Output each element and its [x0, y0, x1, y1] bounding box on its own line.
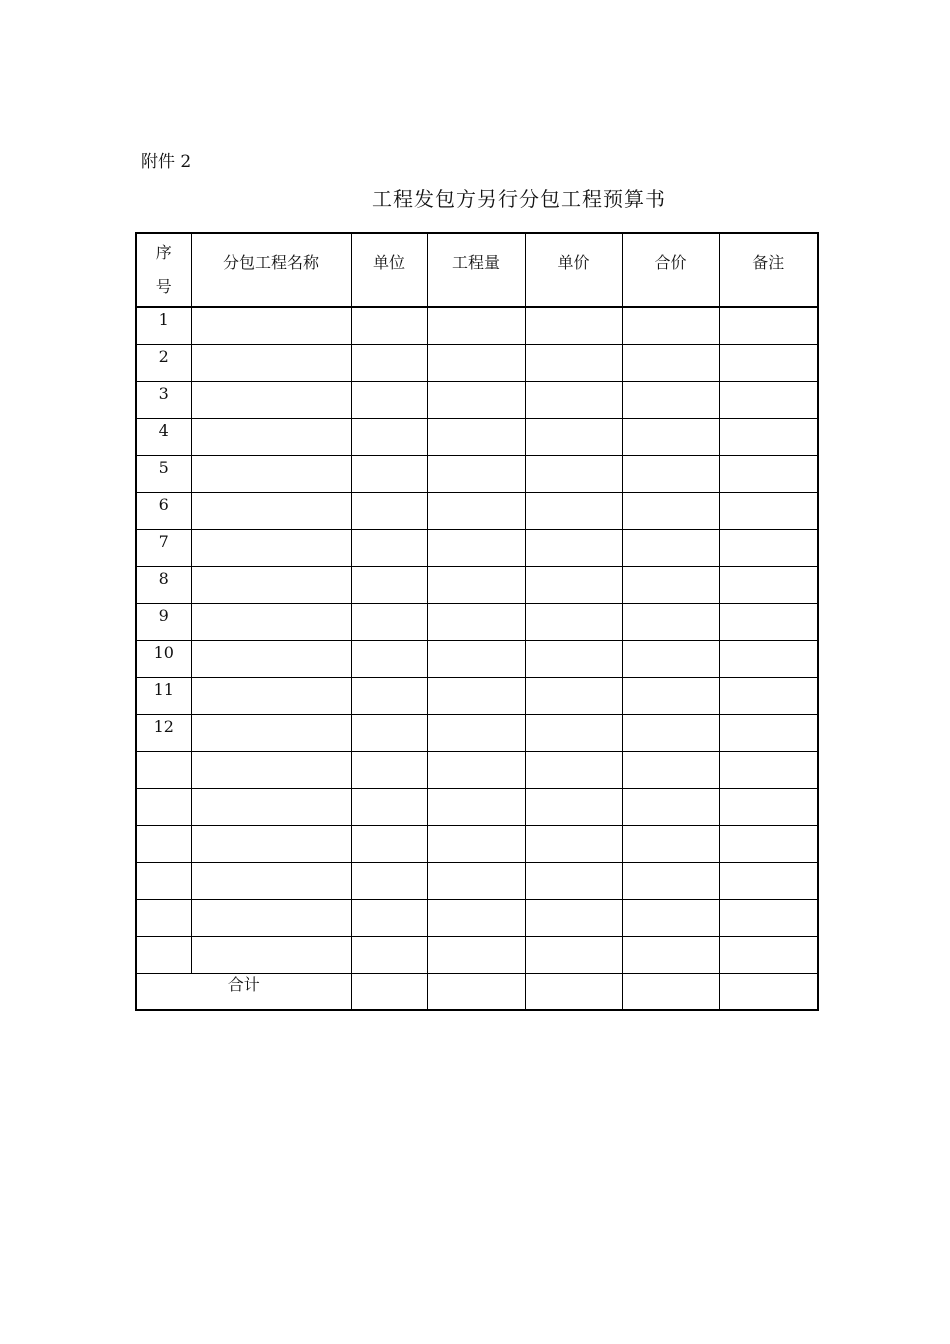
remarks-cell[interactable] — [719, 751, 818, 788]
unit-price-cell[interactable] — [525, 862, 622, 899]
table-row — [136, 936, 818, 973]
quantity-cell[interactable] — [427, 455, 525, 492]
total-price-cell[interactable] — [622, 566, 719, 603]
table-row — [136, 862, 818, 899]
row-seq-cell: 10 — [136, 640, 191, 677]
name-cell[interactable] — [191, 640, 351, 677]
quantity-cell[interactable] — [427, 677, 525, 714]
total-price-cell[interactable] — [622, 381, 719, 418]
budget-table — [135, 232, 819, 1011]
unit-price-cell[interactable] — [525, 936, 622, 973]
unit-price-cell[interactable] — [525, 825, 622, 862]
total-price-cell[interactable] — [622, 825, 719, 862]
unit-price-cell[interactable] — [525, 899, 622, 936]
unit-cell[interactable] — [351, 603, 427, 640]
name-cell[interactable] — [191, 936, 351, 973]
remarks-cell[interactable] — [719, 418, 818, 455]
remarks-cell[interactable] — [719, 899, 818, 936]
total-remarks-cell[interactable] — [719, 973, 818, 1010]
unit-cell[interactable] — [351, 936, 427, 973]
row-seq-cell — [136, 788, 191, 825]
remarks-cell[interactable] — [719, 640, 818, 677]
row-seq-cell: 9 — [136, 603, 191, 640]
quantity-cell[interactable] — [427, 344, 525, 381]
name-cell[interactable] — [191, 677, 351, 714]
name-cell[interactable] — [191, 455, 351, 492]
table-row — [136, 529, 818, 566]
unit-price-cell[interactable] — [525, 603, 622, 640]
total-row — [136, 973, 818, 1010]
unit-price-cell[interactable] — [525, 381, 622, 418]
row-seq-cell — [136, 825, 191, 862]
unit-price-cell[interactable] — [525, 344, 622, 381]
unit-price-cell[interactable] — [525, 455, 622, 492]
total-price-cell[interactable] — [622, 788, 719, 825]
remarks-cell[interactable] — [719, 344, 818, 381]
header-quantity: 工程量 — [427, 233, 525, 307]
quantity-cell[interactable] — [427, 936, 525, 973]
row-seq-cell: 2 — [136, 344, 191, 381]
row-seq-cell — [136, 899, 191, 936]
total-price-cell[interactable] — [622, 529, 719, 566]
row-seq-cell — [136, 751, 191, 788]
remarks-cell[interactable] — [719, 381, 818, 418]
remarks-cell[interactable] — [719, 677, 818, 714]
total-price-cell[interactable] — [622, 307, 719, 344]
unit-cell[interactable] — [351, 418, 427, 455]
unit-price-cell[interactable] — [525, 529, 622, 566]
name-cell[interactable] — [191, 418, 351, 455]
unit-cell[interactable] — [351, 862, 427, 899]
row-seq-cell — [136, 862, 191, 899]
remarks-cell[interactable] — [719, 862, 818, 899]
total-price-cell[interactable] — [622, 899, 719, 936]
remarks-cell[interactable] — [719, 566, 818, 603]
header-name: 分包工程名称 — [191, 233, 351, 307]
row-seq-cell: 3 — [136, 381, 191, 418]
unit-cell[interactable] — [351, 714, 427, 751]
table-row — [136, 566, 818, 603]
table-row — [136, 714, 818, 751]
name-cell[interactable] — [191, 899, 351, 936]
header-unit-price: 单价 — [525, 233, 622, 307]
name-cell[interactable] — [191, 529, 351, 566]
total-quantity-cell[interactable] — [427, 973, 525, 1010]
quantity-cell[interactable] — [427, 566, 525, 603]
name-cell[interactable] — [191, 344, 351, 381]
name-cell[interactable] — [191, 751, 351, 788]
unit-price-cell[interactable] — [525, 640, 622, 677]
unit-cell[interactable] — [351, 751, 427, 788]
header-unit: 单位 — [351, 233, 427, 307]
unit-price-cell[interactable] — [525, 492, 622, 529]
name-cell[interactable] — [191, 307, 351, 344]
unit-price-cell[interactable] — [525, 566, 622, 603]
unit-price-cell[interactable] — [525, 307, 622, 344]
total-price-cell[interactable] — [622, 677, 719, 714]
quantity-cell[interactable] — [427, 381, 525, 418]
quantity-cell[interactable] — [427, 862, 525, 899]
remarks-cell[interactable] — [719, 714, 818, 751]
remarks-cell[interactable] — [719, 492, 818, 529]
quantity-cell[interactable] — [427, 751, 525, 788]
table-row — [136, 677, 818, 714]
unit-cell[interactable] — [351, 677, 427, 714]
name-cell[interactable] — [191, 603, 351, 640]
total-price-cell[interactable] — [622, 751, 719, 788]
quantity-cell[interactable] — [427, 640, 525, 677]
table-row — [136, 640, 818, 677]
total-price-cell[interactable] — [622, 492, 719, 529]
header-remarks: 备注 — [719, 233, 818, 307]
quantity-cell[interactable] — [427, 825, 525, 862]
quantity-cell[interactable] — [427, 307, 525, 344]
table-row — [136, 825, 818, 862]
name-cell[interactable] — [191, 788, 351, 825]
row-seq-cell: 7 — [136, 529, 191, 566]
quantity-cell[interactable] — [427, 529, 525, 566]
quantity-cell[interactable] — [427, 492, 525, 529]
name-cell[interactable] — [191, 862, 351, 899]
remarks-cell[interactable] — [719, 825, 818, 862]
unit-cell[interactable] — [351, 455, 427, 492]
name-cell[interactable] — [191, 714, 351, 751]
total-price-cell[interactable] — [622, 714, 719, 751]
table-row — [136, 418, 818, 455]
header-row — [136, 233, 818, 307]
total-label: 合计 — [136, 973, 351, 1010]
quantity-cell[interactable] — [427, 788, 525, 825]
total-unit-cell[interactable] — [351, 973, 427, 1010]
header-seq-line1: 序 — [155, 243, 172, 262]
total-price-cell[interactable] — [622, 936, 719, 973]
unit-cell[interactable] — [351, 566, 427, 603]
header-seq — [136, 233, 191, 307]
total-price-cell[interactable] — [622, 862, 719, 899]
attachment-label: 附件 2 — [141, 152, 192, 172]
quantity-cell[interactable] — [427, 418, 525, 455]
unit-cell[interactable] — [351, 899, 427, 936]
total-price-cell[interactable] — [622, 455, 719, 492]
remarks-cell[interactable] — [719, 603, 818, 640]
row-seq-cell: 5 — [136, 455, 191, 492]
unit-cell[interactable] — [351, 529, 427, 566]
unit-cell[interactable] — [351, 492, 427, 529]
header-total-price: 合价 — [622, 233, 719, 307]
total-price-cell[interactable] — [622, 344, 719, 381]
unit-price-cell[interactable] — [525, 751, 622, 788]
remarks-cell[interactable] — [719, 936, 818, 973]
unit-cell[interactable] — [351, 825, 427, 862]
name-cell[interactable] — [191, 566, 351, 603]
unit-cell[interactable] — [351, 788, 427, 825]
total-price-cell[interactable] — [622, 603, 719, 640]
unit-cell[interactable] — [351, 307, 427, 344]
name-cell[interactable] — [191, 492, 351, 529]
row-seq-cell: 8 — [136, 566, 191, 603]
table-row — [136, 603, 818, 640]
row-seq-cell: 12 — [136, 714, 191, 751]
row-seq-cell: 11 — [136, 677, 191, 714]
remarks-cell[interactable] — [719, 529, 818, 566]
header-seq-line2: 号 — [155, 277, 172, 296]
remarks-cell[interactable] — [719, 455, 818, 492]
table-row — [136, 788, 818, 825]
row-seq-cell: 1 — [136, 307, 191, 344]
remarks-cell[interactable] — [719, 788, 818, 825]
unit-cell[interactable] — [351, 344, 427, 381]
total-unit-price-cell[interactable] — [525, 973, 622, 1010]
quantity-cell[interactable] — [427, 899, 525, 936]
table-row — [136, 381, 818, 418]
row-seq-cell: 6 — [136, 492, 191, 529]
total-total-price-cell[interactable] — [622, 973, 719, 1010]
quantity-cell[interactable] — [427, 603, 525, 640]
table-row — [136, 455, 818, 492]
name-cell[interactable] — [191, 381, 351, 418]
table-row — [136, 344, 818, 381]
total-price-cell[interactable] — [622, 418, 719, 455]
unit-price-cell[interactable] — [525, 788, 622, 825]
table-row — [136, 899, 818, 936]
quantity-cell[interactable] — [427, 714, 525, 751]
row-seq-cell: 4 — [136, 418, 191, 455]
name-cell[interactable] — [191, 825, 351, 862]
table-row — [136, 751, 818, 788]
total-price-cell[interactable] — [622, 640, 719, 677]
unit-cell[interactable] — [351, 640, 427, 677]
document-title: 工程发包方另行分包工程预算书 — [372, 187, 666, 211]
unit-price-cell[interactable] — [525, 714, 622, 751]
remarks-cell[interactable] — [719, 307, 818, 344]
unit-cell[interactable] — [351, 381, 427, 418]
table-row — [136, 492, 818, 529]
table-row — [136, 307, 818, 344]
unit-price-cell[interactable] — [525, 418, 622, 455]
row-seq-cell — [136, 936, 191, 973]
unit-price-cell[interactable] — [525, 677, 622, 714]
